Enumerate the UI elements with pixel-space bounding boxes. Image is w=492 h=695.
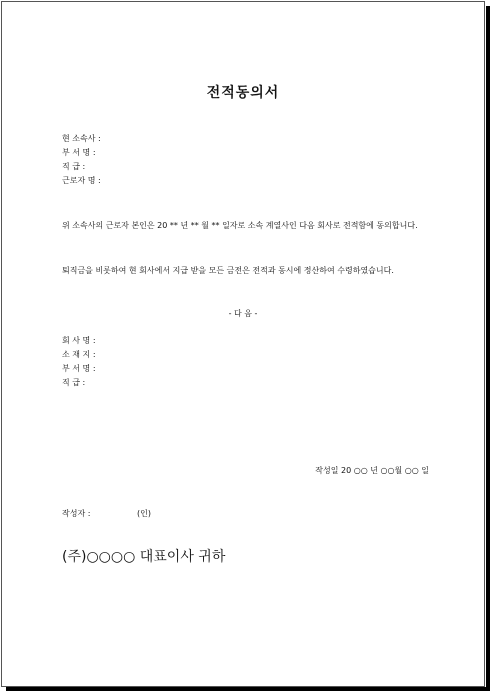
new-rank-label: 직 급 : xyxy=(62,378,86,387)
new-company-name-label: 회 사 명 : xyxy=(62,336,96,345)
settlement-paragraph: 퇴직금을 비롯하여 현 회사에서 지급 받을 모든 금전은 전적과 동시에 정산하여 수령하였습니다. xyxy=(62,266,394,275)
consent-paragraph: 위 소속사의 근로자 본인은 20 ** 년 ** 월 ** 일자로 소속 계열사인 다음 회사로 전적함에 동의합니다. xyxy=(62,221,418,230)
seal-mark: (인) xyxy=(137,509,151,518)
addressee: (주)○○○○ 대표이사 귀하 xyxy=(62,549,226,565)
employee-name-label: 근로자 명 : xyxy=(62,176,101,185)
date-line: 작성일 20 ○○ 년 ○○월 ○○ 일 xyxy=(315,466,429,475)
current-rank-label: 직 급 : xyxy=(62,162,86,171)
current-company-label: 현 소속사 : xyxy=(62,134,101,143)
new-company-location-label: 소 재 지 : xyxy=(62,350,96,359)
page-shadow-bottom xyxy=(6,687,490,691)
writer-label: 작성자 : xyxy=(62,509,91,518)
next-heading: - 다 음 - xyxy=(228,309,258,318)
page-shadow-right xyxy=(486,6,490,691)
new-department-label: 부 서 명 : xyxy=(62,364,96,373)
document-title: 전적동의서 xyxy=(206,85,280,101)
document-page xyxy=(1,1,485,687)
current-department-label: 부 서 명 : xyxy=(62,148,96,157)
